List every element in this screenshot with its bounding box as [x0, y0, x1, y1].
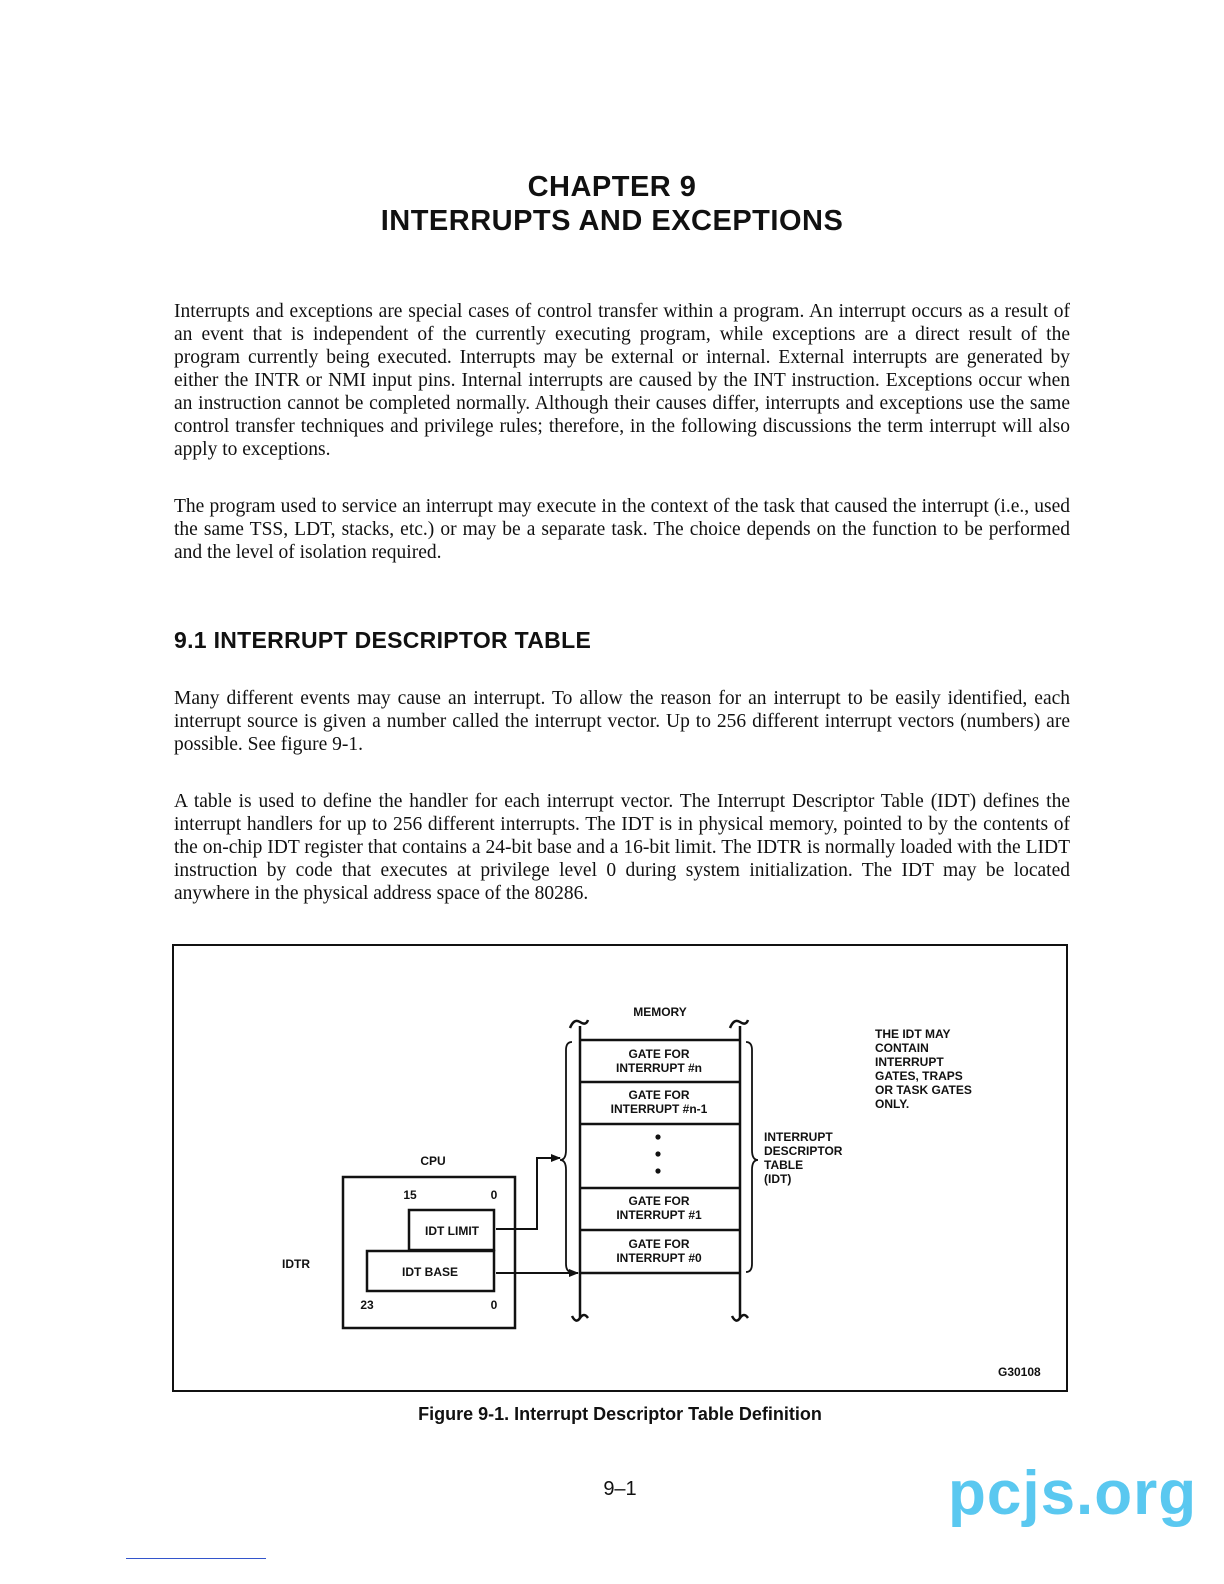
gate-0-line2: INTERRUPT #0: [616, 1251, 702, 1265]
bit-23-label: 23: [360, 1298, 374, 1312]
note-line1: THE IDT MAY: [875, 1027, 951, 1041]
memory-label: MEMORY: [633, 1005, 687, 1019]
note-line6: ONLY.: [875, 1097, 910, 1111]
idt-label-line2: DESCRIPTOR: [764, 1144, 843, 1158]
note-line5: OR TASK GATES: [875, 1083, 972, 1097]
page-number: 9–1: [603, 1478, 637, 1500]
idt-base-label: IDT BASE: [401, 1265, 459, 1279]
paragraph-idt-definition: A table is used to define the handler for each interrupt vector. The Interrupt Descriptor Table (IDT) defines the interrupt handlers for up to 256 different interrupts. The IDT is in physical memory, pointed to by the contents of the on-chip IDT register that contains a 24-bit base and a 16-bit limit. The IDTR is normally loaded with the LIDT instruction by code that executes at privilege level 0 during system initialization. The IDT may be located anywhere in the physical address space of the 80286.: [174, 791, 1070, 904]
idt-limit-label: IDT LIMIT: [425, 1224, 479, 1238]
figure-id: G30108: [998, 1365, 1041, 1379]
chapter-number: CHAPTER 9: [527, 171, 697, 203]
idt-diagram: [174, 946, 1066, 1390]
section-heading: 9.1 INTERRUPT DESCRIPTOR TABLE: [174, 627, 592, 653]
paragraph-interrupt-vectors: Many different events may cause an interrupt. To allow the reason for an interrupt to be easily identified, each interrupt source is given a number called the interrupt vector. Up to 256 different interrupt vectors (numbers) are possible. See figure 9-1.: [174, 688, 1070, 755]
cpu-label: CPU: [420, 1154, 446, 1168]
gate-0-line1: GATE FOR: [628, 1237, 690, 1251]
watermark-logo: pcjs.org: [948, 1459, 1198, 1528]
idt-label-line3: TABLE: [764, 1158, 804, 1172]
bit-0-bottom-label: 0: [490, 1298, 498, 1312]
right-brace: [746, 1042, 758, 1272]
paragraph-service-program: The program used to service an interrupt may execute in the context of the task that caused the interrupt (i.e., used the same TSS, LDT, stacks, etc.) or may be a separate task. The choice depends on the function to be performed and the level of isolation required.: [174, 496, 1070, 563]
gate-n-1-line2: INTERRUPT #n-1: [610, 1102, 708, 1116]
gate-n-1-line1: GATE FOR: [628, 1088, 690, 1102]
figure-caption: Figure 9-1. Interrupt Descriptor Table Definition: [418, 1404, 822, 1424]
idt-label-line4: (IDT): [764, 1172, 792, 1186]
gate-1-line1: GATE FOR: [628, 1194, 690, 1208]
chapter-name: INTERRUPTS AND EXCEPTIONS: [380, 205, 844, 237]
note-line3: INTERRUPT: [875, 1055, 944, 1069]
gate-n-line2: INTERRUPT #n: [615, 1061, 703, 1075]
limit-arrow: [496, 1158, 560, 1229]
bit-15-label: 15: [403, 1188, 417, 1202]
idtr-label: IDTR: [282, 1257, 310, 1271]
note-line2: CONTAIN: [875, 1041, 929, 1055]
bit-0-top-label: 0: [490, 1188, 498, 1202]
idt-label-line1: INTERRUPT: [764, 1130, 833, 1144]
gate-n-line1: GATE FOR: [628, 1047, 690, 1061]
left-brace: [560, 1042, 572, 1272]
paragraph-intro: Interrupts and exceptions are special cases of control transfer within a program. An interrupt occurs as a result of an event that is independent of the currently executing program, while exceptions are a direct result of the program currently being executed. Interrupts may be external or internal. External interrupts are generated by either the INTR or NMI input pins. Internal interrupts are caused by the INT instruction. Exceptions occur when an instruction cannot be completed normally. Although their causes differ, interrupts and exceptions use the same control transfer techniques and privilege rules; therefore, in the following discussions the term interrupt will also apply to exceptions.: [174, 301, 1070, 460]
figure-9-1: [172, 944, 1068, 1392]
chapter-title: [0, 170, 1224, 238]
footnote-rule: [126, 1558, 266, 1559]
note-line4: GATES, TRAPS: [875, 1069, 963, 1083]
gate-1-line2: INTERRUPT #1: [616, 1208, 702, 1222]
ellipsis-dots: [655, 1134, 660, 1173]
